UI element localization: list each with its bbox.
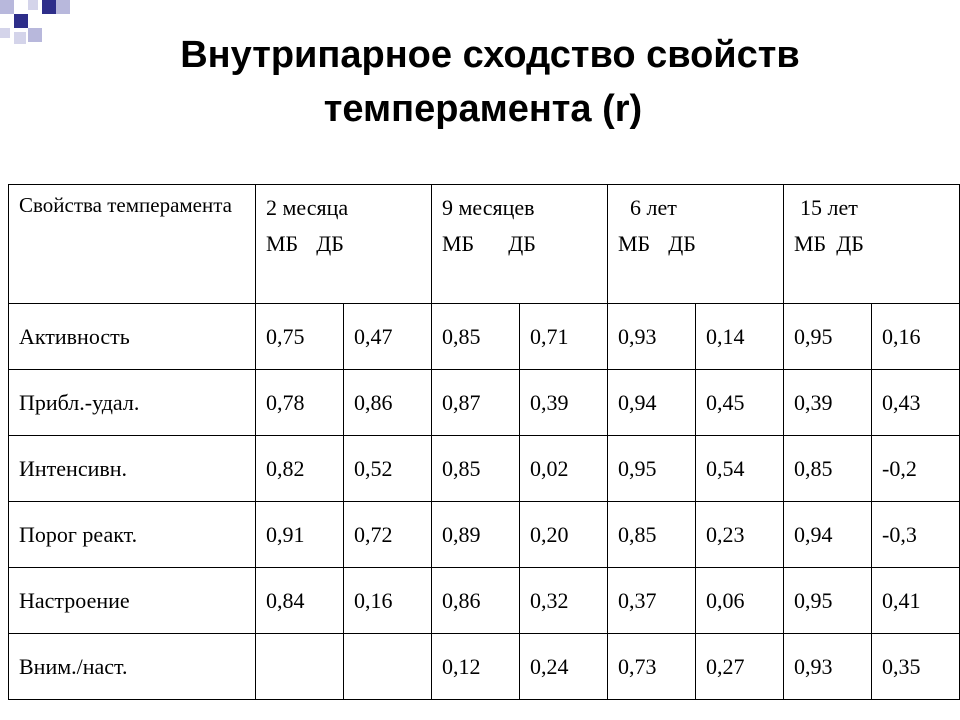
- table-cell: 0,72: [344, 502, 432, 568]
- table-cell: -0,3: [872, 502, 960, 568]
- table-cell: -0,2: [872, 436, 960, 502]
- table-cell: 0,78: [256, 370, 344, 436]
- sub-db: ДБ: [508, 230, 536, 256]
- sub-db: ДБ: [836, 230, 864, 256]
- sub-db: ДБ: [316, 230, 344, 256]
- table-cell: 0,95: [784, 568, 872, 634]
- header-group-15-years: [784, 185, 960, 304]
- table-row: [9, 502, 960, 568]
- row-label: Интенсивн.: [9, 436, 256, 502]
- page-title-line2: темперамента (r): [323, 88, 643, 130]
- sub-mb: МБ: [794, 230, 827, 256]
- group-label: 9 месяцев: [442, 195, 535, 220]
- table-cell: 0,85: [432, 304, 520, 370]
- table-row: [9, 634, 960, 700]
- table-cell: 0,86: [344, 370, 432, 436]
- table-cell: 0,71: [520, 304, 608, 370]
- table-row: [9, 568, 960, 634]
- table-cell: 0,32: [520, 568, 608, 634]
- table-cell: 0,41: [872, 568, 960, 634]
- row-label: Настроение: [9, 568, 256, 634]
- row-label: Вним./наст.: [9, 634, 256, 700]
- table-cell: 0,06: [696, 568, 784, 634]
- table-header-row: [9, 185, 960, 304]
- table-cell: 0,14: [696, 304, 784, 370]
- table-cell: 0,37: [608, 568, 696, 634]
- table-cell: 0,45: [696, 370, 784, 436]
- table-cell: 0,12: [432, 634, 520, 700]
- group-label: 6 лет: [630, 195, 677, 220]
- table-cell: 0,43: [872, 370, 960, 436]
- table-cell: 0,73: [608, 634, 696, 700]
- group-label: 2 месяца: [266, 195, 349, 220]
- table-cell: 0,95: [608, 436, 696, 502]
- row-label: Прибл.-удал.: [9, 370, 256, 436]
- header-group-2-months: [256, 185, 432, 304]
- table-cell: 0,23: [696, 502, 784, 568]
- table-cell: 0,16: [344, 568, 432, 634]
- table-cell: 0,86: [432, 568, 520, 634]
- page-title-line1: Внутрипарное сходство свойств: [180, 34, 800, 76]
- table-cell: [344, 634, 432, 700]
- sub-mb: МБ: [442, 230, 475, 256]
- table-cell: 0,89: [432, 502, 520, 568]
- table-cell: 0,52: [344, 436, 432, 502]
- sub-mb: МБ: [618, 230, 651, 256]
- table-cell: 0,91: [256, 502, 344, 568]
- table-cell: 0,93: [784, 634, 872, 700]
- row-label: Порог реакт.: [9, 502, 256, 568]
- sub-mb: МБ: [266, 230, 299, 256]
- table-cell: 0,93: [608, 304, 696, 370]
- table-cell: 0,75: [256, 304, 344, 370]
- table-cell: 0,02: [520, 436, 608, 502]
- table-cell: 0,54: [696, 436, 784, 502]
- table-cell: 0,85: [784, 436, 872, 502]
- sub-db: ДБ: [668, 230, 696, 256]
- table-cell: [256, 634, 344, 700]
- table-row: [9, 436, 960, 502]
- temperament-table: [8, 184, 960, 700]
- table-cell: 0,24: [520, 634, 608, 700]
- table-cell: 0,35: [872, 634, 960, 700]
- table-cell: 0,82: [256, 436, 344, 502]
- table-cell: 0,85: [608, 502, 696, 568]
- group-label: 15 лет: [800, 195, 858, 220]
- table-cell: 0,20: [520, 502, 608, 568]
- table-cell: 0,95: [784, 304, 872, 370]
- row-label: Активность: [9, 304, 256, 370]
- table-cell: 0,27: [696, 634, 784, 700]
- header-group-9-months: [432, 185, 608, 304]
- header-group-6-years: [608, 185, 784, 304]
- table-cell: 0,39: [520, 370, 608, 436]
- header-properties: Свойства темперамента: [9, 185, 256, 304]
- table-cell: 0,16: [872, 304, 960, 370]
- table-cell: 0,94: [608, 370, 696, 436]
- table-cell: 0,85: [432, 436, 520, 502]
- table-cell: 0,84: [256, 568, 344, 634]
- table-cell: 0,94: [784, 502, 872, 568]
- table-cell: 0,47: [344, 304, 432, 370]
- table-cell: 0,87: [432, 370, 520, 436]
- table-row: [9, 370, 960, 436]
- table-cell: 0,39: [784, 370, 872, 436]
- table-row: [9, 304, 960, 370]
